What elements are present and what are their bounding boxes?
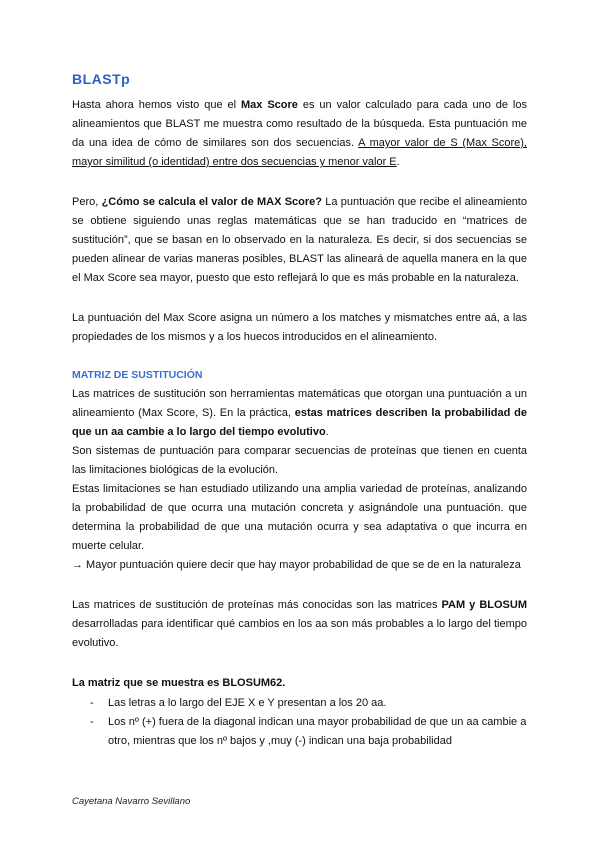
- paragraph-limitations: Estas limitaciones se han estudiado utilizando una amplia variedad de proteínas, analizando la probabilidad de que ocurra una mutación concreta y asignándole una puntuación. que determina la probabilidad de que una mutación ocurra y sea adaptativa o que incurra en muerte celular.: [72, 483, 527, 552]
- section-title-matriz: MATRIZ DE SUSTITUCIÓN: [72, 369, 203, 381]
- list-item: - Las letras a lo largo del EJE X e Y presentan a los 20 aa.: [72, 694, 527, 713]
- footer-author: Cayetana Navarro Sevillano: [72, 796, 191, 807]
- bullet-list: [72, 694, 527, 751]
- p2-bold-question: ¿Cómo se calcula el valor de MAX Score?: [101, 196, 322, 208]
- p1-underlined-statement: A mayor valor de S (Max Score), mayor similitud (o identidad) entre dos secuencias y menor valor E: [72, 137, 527, 168]
- p1-bold-max-score: Max Score: [241, 99, 298, 111]
- blosum-heading: La matriz que se muestra es BLOSUM62.: [72, 677, 286, 689]
- page-title: BLASTp: [72, 71, 131, 87]
- p8-text-a: Las matrices de sustitución de proteínas más conocidas son las matrices: [72, 599, 442, 611]
- paragraph-matrices-definition: [72, 385, 527, 442]
- list-item: - Los nº (+) fuera de la diagonal indican una mayor probabilidad de que un aa cambie a otro, mientras que los nº bajos y ,muy (-) indican una baja probabilidad: [72, 713, 527, 751]
- p1-text-a: Hasta ahora hemos visto que el: [72, 99, 242, 111]
- document-body: [72, 70, 527, 751]
- p8-bold-pam-blosum: PAM y BLOSUM: [441, 599, 527, 611]
- p2-text-a: Pero,: [72, 196, 102, 208]
- paragraph-how-calculated: [72, 193, 527, 288]
- p4-bold-statement: estas matrices describen la probabilidad de que un aa cambie a lo largo del tiempo evolutivo: [72, 407, 527, 438]
- paragraph-arrow-note: → Mayor puntuación quiere decir que hay mayor probabilidad de que se de en la naturaleza: [72, 559, 521, 571]
- p2-text-c: La puntuación que recibe el alineamiento se obtiene siguiendo unas reglas matemáticas que se han traducido en “matrices de sustitución”, que se basan en lo observado en la naturaleza. Es decir, si dos secuencias se pueden alinear de varias maneras posibles, BLAST las alineará de aquella manera en la que el Max Score sea mayor, puesto que esto reflejará lo que es más probable en la naturaleza.: [72, 196, 527, 284]
- paragraph-pam-blosum: [72, 596, 527, 653]
- paragraph-scoring-systems: Son sistemas de puntuación para comparar secuencias de proteínas que tienen en cuenta las limitaciones biológicas de la evolución.: [72, 445, 527, 476]
- p4-text-a: Las matrices de sustitución son herramientas matemáticas que otorgan una puntuación a un alineamiento (Max Score, S). En la práctica,: [72, 388, 527, 419]
- p4-text-c: .: [325, 426, 329, 438]
- p1-text-c: es un valor calculado para cada uno de los alineamientos que BLAST me muestra como resultado de la búsqueda. Esta puntuación me da una idea de cómo de similares son dos secuencias.: [72, 99, 527, 149]
- paragraph-max-score-intro: Hasta ahora hemos visto que el Max Score es un valor calculado para cada uno de los alineamientos que BLAST me muestra como resultado de la búsqueda. Esta puntuación me da una idea de cómo de similares son dos secuencias. A mayor valor de S (Max Score), mayor similitud (o identidad) entre dos secuencias y menor valor E.: [72, 99, 527, 168]
- paragraph-score-assignment: La puntuación del Max Score asigna un número a los matches y mismatches entre aá, a las propiedades de los mismos y a los huecos introducidos en el alineamiento.: [72, 312, 527, 343]
- p8-text-c: desarrolladas para identificar qué cambios en los aa son más probables a lo largo del tiempo evolutivo.: [72, 618, 527, 649]
